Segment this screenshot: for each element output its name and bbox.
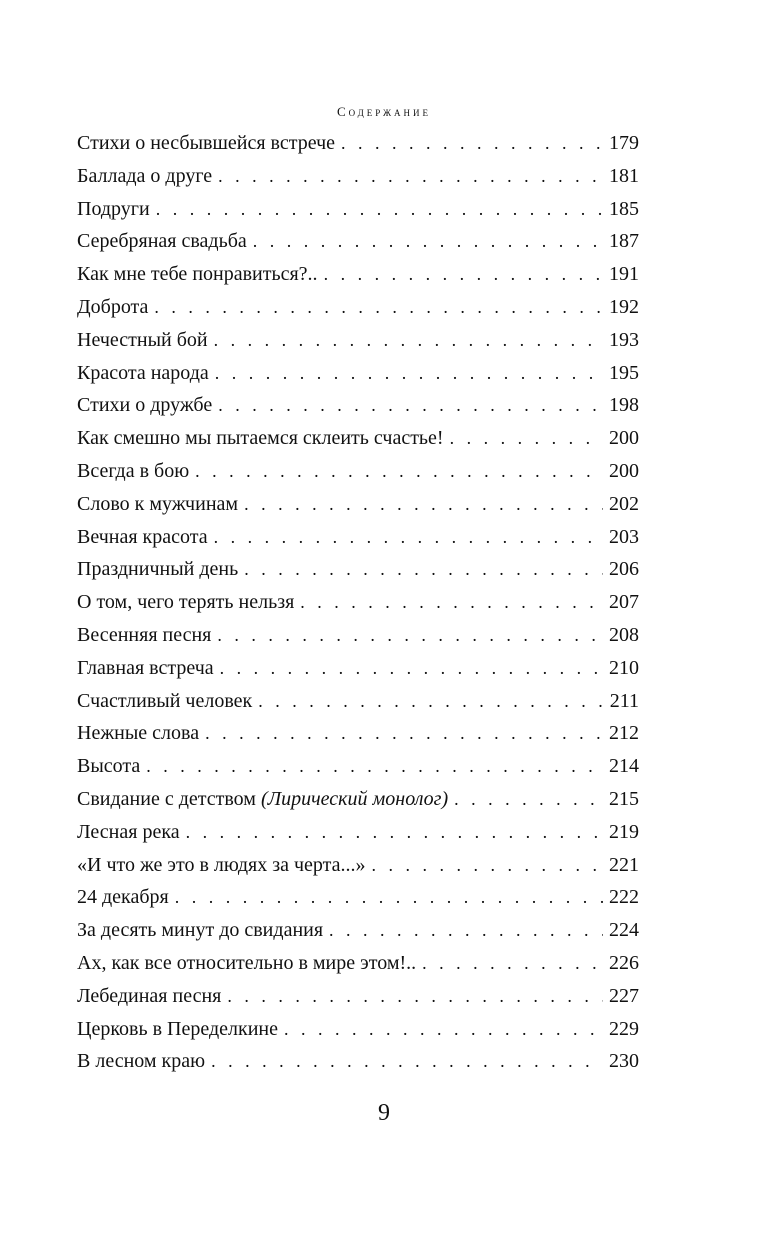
toc-entry-title xyxy=(77,788,448,811)
toc-entry-title xyxy=(77,755,140,778)
dot-leader xyxy=(218,166,603,187)
toc-entry xyxy=(77,591,639,624)
page-number: 9 xyxy=(378,1100,390,1126)
toc-entry-page: 181 xyxy=(609,164,639,187)
toc-entry-title-text: Праздничный день xyxy=(77,558,239,581)
dot-leader xyxy=(211,1051,603,1072)
toc-entry-title xyxy=(77,394,212,417)
toc-entry xyxy=(77,165,639,198)
toc-entry xyxy=(77,526,639,559)
toc-entry xyxy=(77,558,639,591)
dot-leader xyxy=(220,658,603,679)
toc-entry-page: 203 xyxy=(609,525,639,548)
toc-entry-page: 227 xyxy=(609,984,639,1007)
toc-entry-title xyxy=(77,362,209,385)
dot-leader xyxy=(195,461,603,482)
toc-entry-title-text: Серебряная свадьба xyxy=(77,230,247,253)
toc-entry-title xyxy=(77,1050,205,1073)
dot-leader xyxy=(156,199,603,220)
toc-entry-title-text: Свидание с детством xyxy=(77,787,256,810)
toc-entry-title xyxy=(77,263,318,286)
toc-entry-title xyxy=(77,230,247,253)
toc-entry-title xyxy=(77,296,148,319)
toc-entry xyxy=(77,263,639,296)
dot-leader xyxy=(244,494,603,515)
toc-entry xyxy=(77,230,639,263)
table-of-contents xyxy=(77,132,639,1083)
toc-entry xyxy=(77,657,639,690)
toc-entry-title xyxy=(77,427,444,450)
toc-entry xyxy=(77,919,639,952)
toc-entry xyxy=(77,329,639,362)
dot-leader xyxy=(300,592,603,613)
running-header: Содержание xyxy=(336,104,432,119)
dot-leader xyxy=(454,789,603,810)
toc-entry-page: 200 xyxy=(609,427,639,450)
toc-entry xyxy=(77,854,639,887)
toc-entry-page: 226 xyxy=(609,951,639,974)
toc-entry-title xyxy=(77,657,214,680)
toc-entry xyxy=(77,394,639,427)
toc-entry-title-text: Доброта xyxy=(77,295,149,318)
toc-entry-title-text: Нежные слова xyxy=(77,722,200,745)
toc-entry-page: 210 xyxy=(609,656,639,679)
dot-leader xyxy=(341,133,603,154)
toc-entry-title xyxy=(77,952,416,975)
toc-entry xyxy=(77,985,639,1018)
toc-entry-subtitle: (Лирический монолог) xyxy=(260,787,449,810)
toc-entry-title xyxy=(77,329,208,352)
toc-entry-title xyxy=(77,591,294,614)
dot-leader xyxy=(258,691,604,712)
toc-entry-title xyxy=(77,1018,278,1041)
toc-entry-title-text: Стихи о дружбе xyxy=(77,394,213,417)
toc-entry-page: 187 xyxy=(609,230,639,253)
toc-entry-page: 195 xyxy=(609,361,639,384)
toc-entry-title-text: Слово к мужчинам xyxy=(77,492,239,515)
dot-leader xyxy=(186,822,603,843)
toc-entry xyxy=(77,886,639,919)
toc-entry-page: 202 xyxy=(609,492,639,515)
toc-entry-page: 208 xyxy=(609,623,639,646)
toc-entry-title-text: За десять минут до свидания xyxy=(77,919,324,942)
toc-entry-page: 222 xyxy=(609,886,639,909)
dot-leader xyxy=(284,1019,603,1040)
dot-leader xyxy=(217,625,603,646)
toc-entry-title-text: Стихи о несбывшейся встрече xyxy=(77,132,336,154)
toc-entry-page: 212 xyxy=(609,722,639,745)
toc-entry-title-text: Весенняя песня xyxy=(77,623,212,646)
dot-leader xyxy=(244,559,603,580)
toc-entry-page: 229 xyxy=(609,1017,639,1040)
toc-entry-page: 192 xyxy=(609,295,639,318)
dot-leader xyxy=(154,297,603,318)
toc-entry xyxy=(77,788,639,821)
toc-entry xyxy=(77,690,639,723)
toc-entry xyxy=(77,493,639,526)
toc-entry-title-text: Подруги xyxy=(77,197,150,220)
toc-entry xyxy=(77,296,639,329)
toc-entry-title xyxy=(77,493,238,516)
dot-leader xyxy=(218,395,603,416)
dot-leader xyxy=(422,953,603,974)
toc-entry-page: 198 xyxy=(609,394,639,417)
toc-entry-page: 185 xyxy=(609,197,639,220)
toc-entry-title xyxy=(77,198,150,221)
toc-entry xyxy=(77,427,639,460)
toc-entry-title-text: «И что же это в людях за черта...» xyxy=(77,853,366,876)
toc-entry-page: 207 xyxy=(609,591,639,614)
toc-entry-title-text: Как мне тебе понравиться?.. xyxy=(77,263,318,286)
toc-entry xyxy=(77,952,639,985)
toc-entry-title-text: Высота xyxy=(77,755,141,778)
dot-leader xyxy=(324,264,603,285)
toc-entry-title-text: Главная встреча xyxy=(77,656,214,679)
toc-entry-title xyxy=(77,722,199,745)
toc-entry xyxy=(77,722,639,755)
toc-entry-title-text: Лесная река xyxy=(77,820,180,843)
toc-entry-title xyxy=(77,919,323,942)
toc-entry-title-text: Всегда в бою xyxy=(77,459,190,482)
toc-entry-page: 215 xyxy=(609,787,639,810)
dot-leader xyxy=(146,756,603,777)
toc-entry-title xyxy=(77,526,208,549)
toc-entry-title xyxy=(77,558,238,581)
toc-entry-page: 191 xyxy=(609,263,639,286)
toc-entry-title xyxy=(77,985,221,1008)
toc-entry-title xyxy=(77,132,335,155)
dot-leader xyxy=(329,920,603,941)
dot-leader xyxy=(450,428,603,449)
toc-entry-title-text: Нечестный бой xyxy=(77,328,208,351)
toc-entry-title-text: О том, чего терять нельзя xyxy=(77,591,295,614)
toc-entry xyxy=(77,362,639,395)
toc-entry-page: 193 xyxy=(609,328,639,351)
toc-entry xyxy=(77,755,639,788)
toc-entry-page: 219 xyxy=(609,820,639,843)
dot-leader xyxy=(372,855,603,876)
toc-entry-page: 224 xyxy=(609,919,639,942)
toc-entry-title xyxy=(77,460,189,483)
toc-entry-title-text: Красота народа xyxy=(77,361,209,384)
toc-entry xyxy=(77,132,639,165)
toc-entry xyxy=(77,821,639,854)
toc-entry-title-text: Вечная красота xyxy=(77,525,208,548)
toc-entry-page: 214 xyxy=(609,755,639,778)
toc-entry-title xyxy=(77,854,366,877)
toc-entry-page: 179 xyxy=(609,132,639,154)
toc-entry-title-text: 24 декабря xyxy=(77,886,169,909)
toc-entry-page: 200 xyxy=(609,459,639,482)
toc-entry-title-text: Как смешно мы пытаемся склеить счастье! xyxy=(77,427,444,450)
dot-leader xyxy=(253,231,603,252)
toc-entry-page: 221 xyxy=(609,853,639,876)
toc-entry-title xyxy=(77,886,169,909)
toc-entry-title-text: Баллада о друге xyxy=(77,164,213,187)
toc-entry-title xyxy=(77,690,252,713)
toc-entry-title xyxy=(77,624,211,647)
dot-leader xyxy=(214,330,603,351)
toc-entry-title-text: Ах, как все относительно в мире этом!.. xyxy=(77,951,417,974)
toc-entry xyxy=(77,1050,639,1083)
dot-leader xyxy=(175,887,603,908)
dot-leader xyxy=(205,723,603,744)
dot-leader xyxy=(215,363,603,384)
toc-entry-title xyxy=(77,165,212,188)
toc-entry xyxy=(77,198,639,231)
toc-entry-title-text: В лесном краю xyxy=(77,1050,206,1073)
toc-entry xyxy=(77,460,639,493)
toc-entry-page: 230 xyxy=(609,1050,639,1073)
toc-entry-title-text: Церковь в Переделкине xyxy=(77,1017,278,1040)
toc-entry-page: 211 xyxy=(609,689,639,712)
toc-entry xyxy=(77,1018,639,1051)
toc-entry-title xyxy=(77,821,180,844)
dot-leader xyxy=(214,527,603,548)
toc-entry-title-text: Лебединая песня xyxy=(77,984,222,1007)
dot-leader xyxy=(227,986,603,1007)
toc-entry-page: 206 xyxy=(609,558,639,581)
toc-entry-title-text: Счастливый человек xyxy=(77,689,253,712)
toc-entry xyxy=(77,624,639,657)
